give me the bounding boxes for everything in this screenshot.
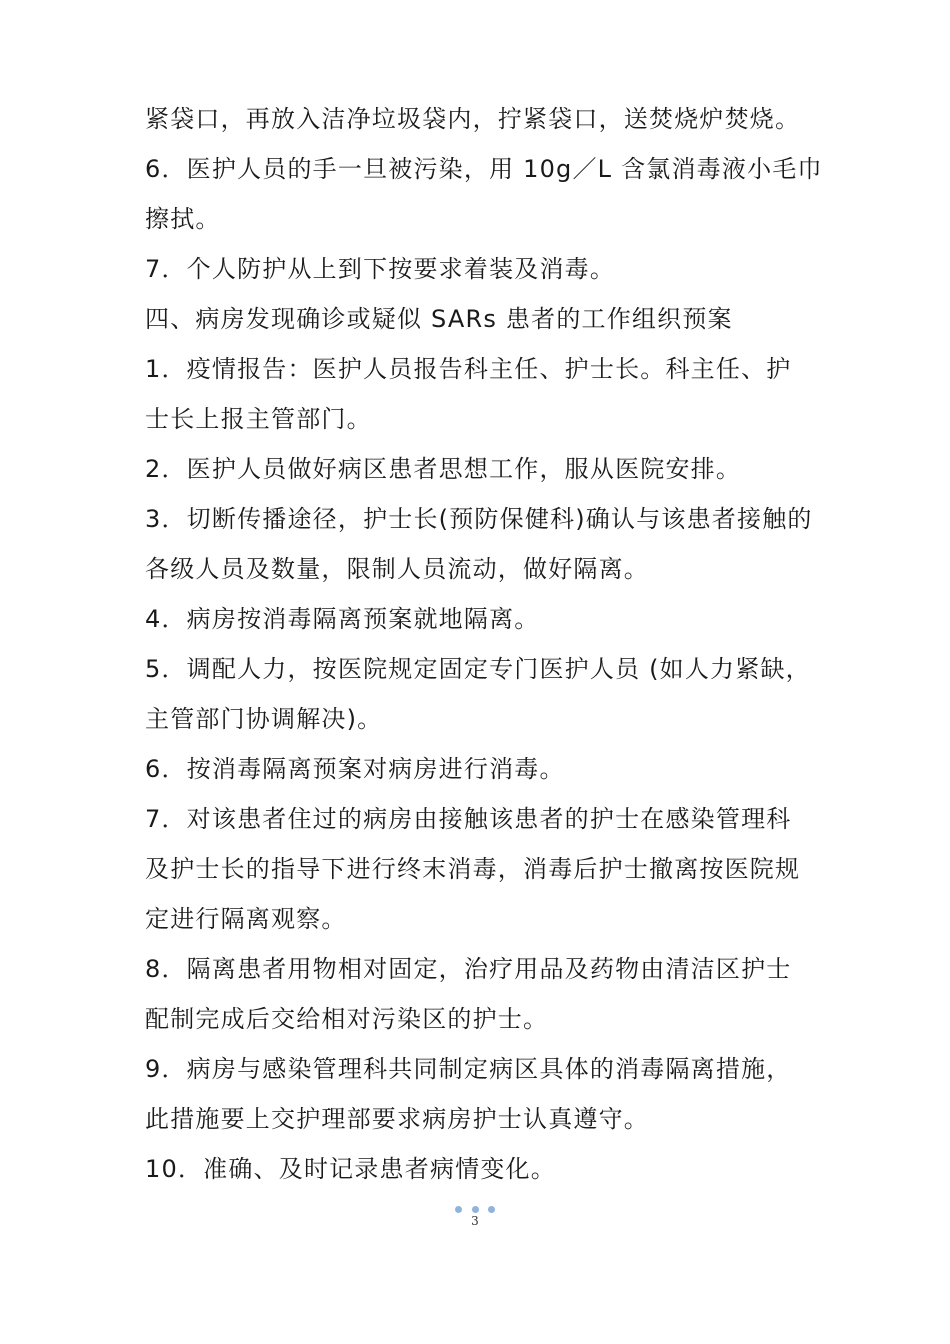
dot-icon — [455, 1206, 462, 1213]
text-line: 2．医护人员做好病区患者思想工作，服从医院安排。 — [145, 455, 742, 483]
text-line: 5．调配人力，按医院规定固定专门医护人员 (如人力紧缺， — [145, 655, 811, 683]
text-line: 紧袋口，再放入洁净垃圾袋内，拧紧袋口，送焚烧炉焚烧。 — [145, 105, 801, 133]
text-line: 6．按消毒隔离预案对病房进行消毒。 — [145, 755, 565, 783]
footer-ellipsis-icon — [0, 1199, 950, 1213]
text-line: 1．疫情报告：医护人员报告科主任、护士长。科主任、护 — [145, 355, 792, 383]
text-line: 10．准确、及时记录患者病情变化。 — [145, 1155, 556, 1183]
text-line: 9．病房与感染管理科共同制定病区具体的消毒隔离措施， — [145, 1055, 792, 1083]
text-line: 3．切断传播途径，护士长(预防保健科)确认与该患者接触的 — [145, 505, 813, 533]
dot-icon — [472, 1206, 479, 1213]
page-number: 3 — [471, 1214, 479, 1228]
text-line: 各级人员及数量，限制人员流动，做好隔离。 — [145, 555, 649, 583]
text-line: 7．对该患者住过的病房由接触该患者的护士在感染管理科 — [145, 805, 792, 833]
text-line: 主管部门协调解决)。 — [145, 705, 383, 733]
text-line: 7．个人防护从上到下按要求着装及消毒。 — [145, 255, 616, 283]
text-line: 擦拭。 — [145, 205, 221, 233]
text-line: 士长上报主管部门。 — [145, 405, 372, 433]
text-line: 及护士长的指导下进行终末消毒，消毒后护士撤离按医院规 — [145, 855, 801, 883]
section-heading: 四、病房发现确诊或疑似 SARs 患者的工作组织预案 — [145, 305, 733, 333]
dot-icon — [488, 1206, 495, 1213]
text-line: 8．隔离患者用物相对固定，治疗用品及药物由清洁区护士 — [145, 955, 792, 983]
text-line: 配制完成后交给相对污染区的护士。 — [145, 1005, 549, 1033]
document-body — [145, 94, 823, 1194]
text-line: 定进行隔离观察。 — [145, 905, 347, 933]
text-line: 此措施要上交护理部要求病房护士认真遵守。 — [145, 1105, 649, 1133]
text-line: 4．病房按消毒隔离预案就地隔离。 — [145, 605, 540, 633]
text-line: 6．医护人员的手一旦被污染，用 10g／L 含氯消毒液小毛巾 — [145, 155, 823, 183]
